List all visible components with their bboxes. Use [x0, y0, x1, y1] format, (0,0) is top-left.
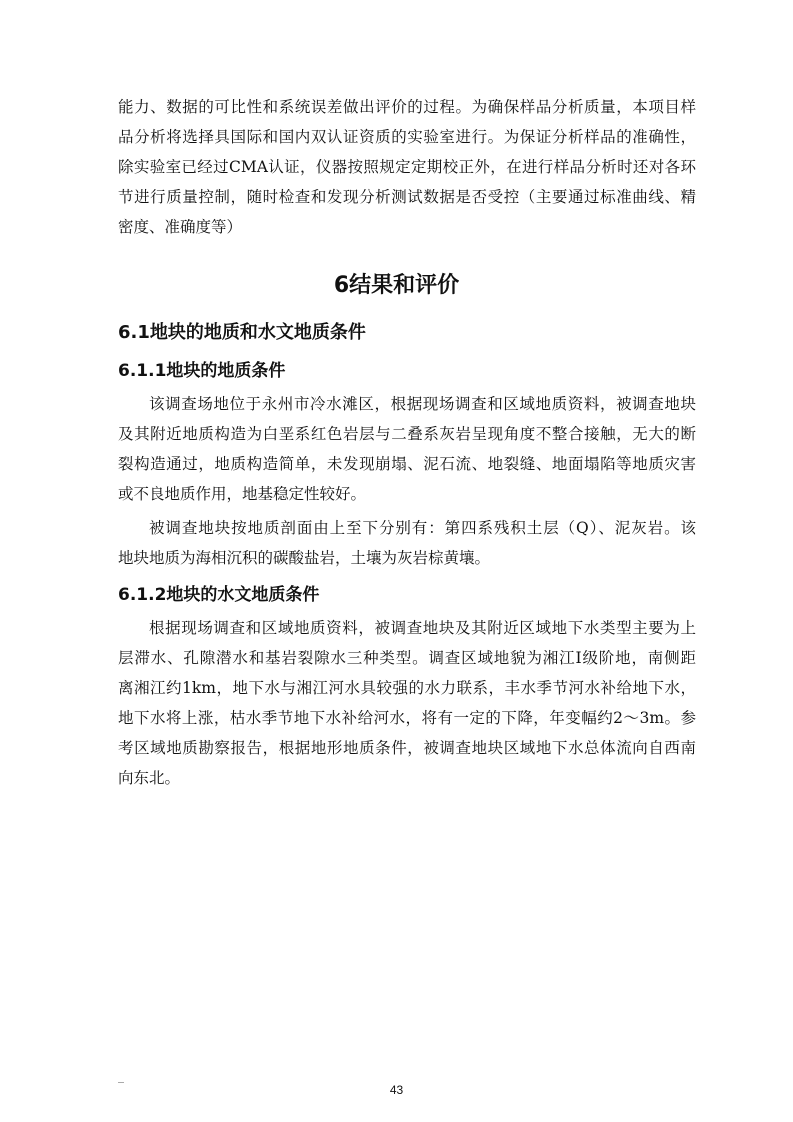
text-line: 能力、数据的可比性和系统误差做出评价的过程。为确保样品分析质量，本项目样: [118, 98, 696, 116]
text-line: 除实验室已经过CMA认证，仪器按照规定定期校正外，在进行样品分析时还对各环: [118, 158, 696, 176]
geology-paragraph-2: [118, 513, 696, 573]
hydrogeology-paragraph: [118, 613, 696, 793]
section-title-6-1-1: 6.1.1地块的地质条件: [118, 361, 286, 381]
geology-paragraph-1: [118, 389, 696, 509]
text-line: 裂构造通过，地质构造简单，未发现崩塌、泥石流、地裂缝、地面塌陷等地质灾害: [118, 455, 696, 473]
intro-paragraph: [118, 92, 696, 242]
text-line: 根据现场调查和区域地质资料，被调查地块及其附近区域地下水类型主要为上: [149, 619, 696, 637]
text-line: 地块地质为海相沉积的碳酸盐岩，土壤为灰岩棕黄壤。: [118, 549, 491, 567]
page-number: 43: [389, 1083, 404, 1097]
text-line: 密度、准确度等）: [118, 218, 243, 236]
text-line: 地下水将上涨，枯水季节地下水补给河水，将有一定的下降，年变幅约2～3m。参: [118, 709, 696, 727]
chapter-title: 6结果和评价: [333, 273, 460, 298]
text-line: 品分析将选择具国际和国内双认证资质的实验室进行。为保证分析样品的准确性，: [118, 128, 696, 146]
section-title-6-1: 6.1地块的地质和水文地质条件: [118, 322, 366, 343]
section-title-6-1-2: 6.1.2地块的水文地质条件: [118, 585, 320, 605]
text-line: 及其附近地质构造为白垩系红色岩层与二叠系灰岩呈现角度不整合接触，无大的断: [118, 425, 696, 443]
text-line: 或不良地质作用，地基稳定性较好。: [118, 485, 367, 503]
text-line: 节进行质量控制，随时检查和发现分析测试数据是否受控（主要通过标准曲线、精: [118, 188, 696, 206]
text-line: 考区域地质勘察报告，根据地形地质条件，被调查地块区域地下水总体流向自西南: [118, 739, 696, 757]
text-line: 向东北。: [118, 769, 181, 787]
text-line: 层滞水、孔隙潜水和基岩裂隙水三种类型。调查区域地貌为湘江Ⅰ级阶地，南侧距: [118, 649, 696, 667]
text-line: 离湘江约1km，地下水与湘江河水具较强的水力联系，丰水季节河水补给地下水，: [118, 679, 696, 697]
text-line: 该调查场地位于永州市冷水滩区，根据现场调查和区域地质资料，被调查地块: [149, 395, 696, 413]
text-line: 被调查地块按地质剖面由上至下分别有：第四系残积土层（Q）、泥灰岩。该: [149, 519, 696, 537]
